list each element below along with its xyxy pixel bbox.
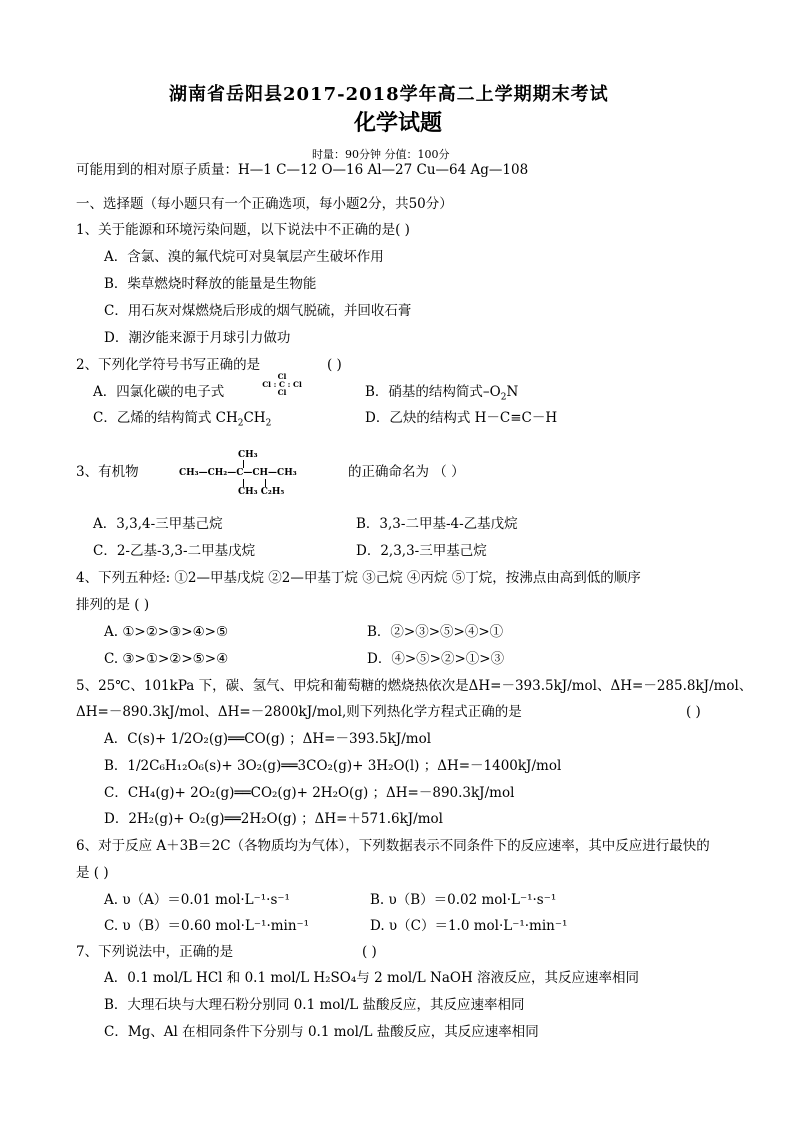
- q3-option-a: A．3,3,4-三甲基己烷: [93, 516, 223, 532]
- q2-c-mid: CH: [243, 410, 266, 426]
- structure-bond-up: [243, 460, 244, 468]
- ccl4-electron-formula: [262, 373, 302, 397]
- ccl4-middle: Cl : C : Cl: [262, 380, 302, 389]
- q5-option-d: D．2H₂(g)+ O₂(g)══2H₂O(g) ；ΔH=＋571.6kJ/mol: [104, 811, 443, 827]
- question-2-bracket: ( ): [327, 357, 342, 373]
- q2-b-tail: N: [506, 384, 519, 400]
- ccl4-bottom: Cl: [277, 388, 287, 397]
- atomic-masses: 可能用到的相对原子质量：H—1 C—12 O—16 Al—27 Cu—64 Ag—108: [76, 162, 529, 178]
- q4-option-a: A. ①>②>③>④>⑤: [104, 624, 229, 640]
- structure-main-chain: CH₃—CH₂—C—CH—CH₃: [179, 468, 297, 478]
- question-3-tail: 的正确命名为 （ ）: [348, 464, 465, 480]
- q1-option-d: D．潮汐能来源于月球引力做功: [104, 330, 291, 346]
- structure-bond-down-2: [265, 479, 266, 487]
- question-5-bracket: ( ): [686, 704, 701, 720]
- question-1-stem: 1、关于能源和环境污染问题，以下说法中不正确的是( ): [76, 222, 410, 238]
- q1-option-c: C．用石灰对煤燃烧后形成的烟气脱硫，并回收石膏: [104, 303, 412, 319]
- organic-structure: [176, 450, 316, 500]
- question-7-stem: 7、下列说法中，正确的是: [76, 944, 234, 960]
- q6-option-d: D. υ（C）＝1.0 mol·L⁻¹·min⁻¹: [370, 918, 568, 934]
- question-2-stem: 2、下列化学符号书写正确的是: [76, 357, 261, 373]
- q2-c-sub1: 2: [237, 418, 244, 429]
- q2-c-sub2: 2: [265, 418, 272, 429]
- structure-top-methyl: CH₃: [238, 450, 258, 460]
- question-7-bracket: ( ): [362, 944, 377, 960]
- q2-option-c: [93, 410, 272, 429]
- question-6-stem-2: 是 ( ): [76, 865, 109, 881]
- question-3-stem: 3、有机物: [76, 464, 139, 480]
- question-5-stem-2: ΔH=－890.3kJ/mol、ΔH=－2800kJ/mol,则下列热化学方程式正确的是: [76, 704, 522, 720]
- q4-option-c: C. ③>①>②>⑤>④: [104, 651, 229, 667]
- q6-option-a: A. υ（A）＝0.01 mol·L⁻¹·s⁻¹: [104, 892, 290, 908]
- structure-bond-down: [243, 479, 244, 487]
- question-5-stem: 5、25℃、101kPa 下，碳、氢气、甲烷和葡萄糖的燃烧热依次是ΔH=－393.5kJ/mol、ΔH=－285.8kJ/mol、: [76, 678, 753, 694]
- exam-meta: 时量：90分钟 分值：100分: [312, 148, 450, 161]
- q7-option-c: C．Mg、Al 在相同条件下分别与 0.1 mol/L 盐酸反应，其反应速率相同: [104, 1024, 539, 1040]
- exam-title: 湖南省岳阳县2017-2018学年高二上学期期末考试: [169, 84, 609, 105]
- q7-option-b: B．大理石块与大理石粉分别同 0.1 mol/L 盐酸反应，其反应速率相同: [104, 997, 525, 1013]
- q1-option-b: B．柴草燃烧时释放的能量是生物能: [104, 276, 317, 292]
- q5-option-c: C．CH₄(g)+ 2O₂(g)══CO₂(g)+ 2H₂O(g) ；ΔH=－890.3kJ/mol: [104, 785, 515, 801]
- question-4-stem: 4、下列五种烃: ①2—甲基戊烷 ②2—甲基丁烷 ③己烷 ④丙烷 ⑤丁烷，按沸点由高到低的顺序: [76, 570, 641, 586]
- q1-option-a: A．含氯、溴的氟代烷可对臭氧层产生破坏作用: [104, 249, 384, 265]
- q2-option-b: [365, 384, 519, 403]
- q3-option-d: D．2,3,3-三甲基己烷: [356, 543, 487, 559]
- q4-option-b: B．②>③>⑤>④>①: [367, 624, 504, 640]
- q6-option-b: B. υ（B）＝0.02 mol·L⁻¹·s⁻¹: [370, 892, 557, 908]
- page-title: 化学试题: [354, 110, 443, 136]
- q2-c-text: C．乙烯的结构简式 CH: [93, 410, 238, 426]
- q2-b-text: B．硝基的结构简式–O: [365, 384, 501, 400]
- q2-option-d: D．乙炔的结构式 H－C≡C－H: [365, 410, 558, 426]
- q6-option-c: C. υ（B）＝0.60 mol·L⁻¹·min⁻¹: [104, 918, 310, 934]
- q2-option-a: A．四氯化碳的电子式: [93, 384, 225, 400]
- q2-b-sub: 2: [500, 392, 507, 403]
- q7-option-a: A．0.1 mol/L HCl 和 0.1 mol/L H₂SO₄与 2 mol/L NaOH 溶液反应，其反应速率相同: [104, 970, 640, 986]
- section-heading: 一、选择题（每小题只有一个正确选项，每小题2分，共50分）: [76, 196, 453, 212]
- q4-option-d: D．④>⑤>②>①>③: [367, 651, 505, 667]
- q5-option-a: A．C(s)+ 1/2O₂(g)══CO(g) ；ΔH=－393.5kJ/mol: [104, 731, 432, 747]
- structure-bottom-groups: CH₃ C₂H₅: [238, 487, 285, 497]
- q5-option-b: B．1/2C₆H₁₂O₆(s)+ 3O₂(g)══3CO₂(g)+ 3H₂O(l) ；ΔH=－1400kJ/mol: [104, 758, 562, 774]
- ccl4-top: Cl: [277, 372, 287, 381]
- question-6-stem: 6、对于反应 A＋3B＝2C（各物质均为气体），下列数据表示不同条件下的反应速率，其中反应进行最快的: [76, 838, 710, 854]
- q3-option-b: B．3,3-二甲基-4-乙基戊烷: [356, 516, 518, 532]
- question-4-stem-2: 排列的是 ( ): [76, 597, 150, 613]
- q3-option-c: C．2-乙基-3,3-二甲基戊烷: [93, 543, 256, 559]
